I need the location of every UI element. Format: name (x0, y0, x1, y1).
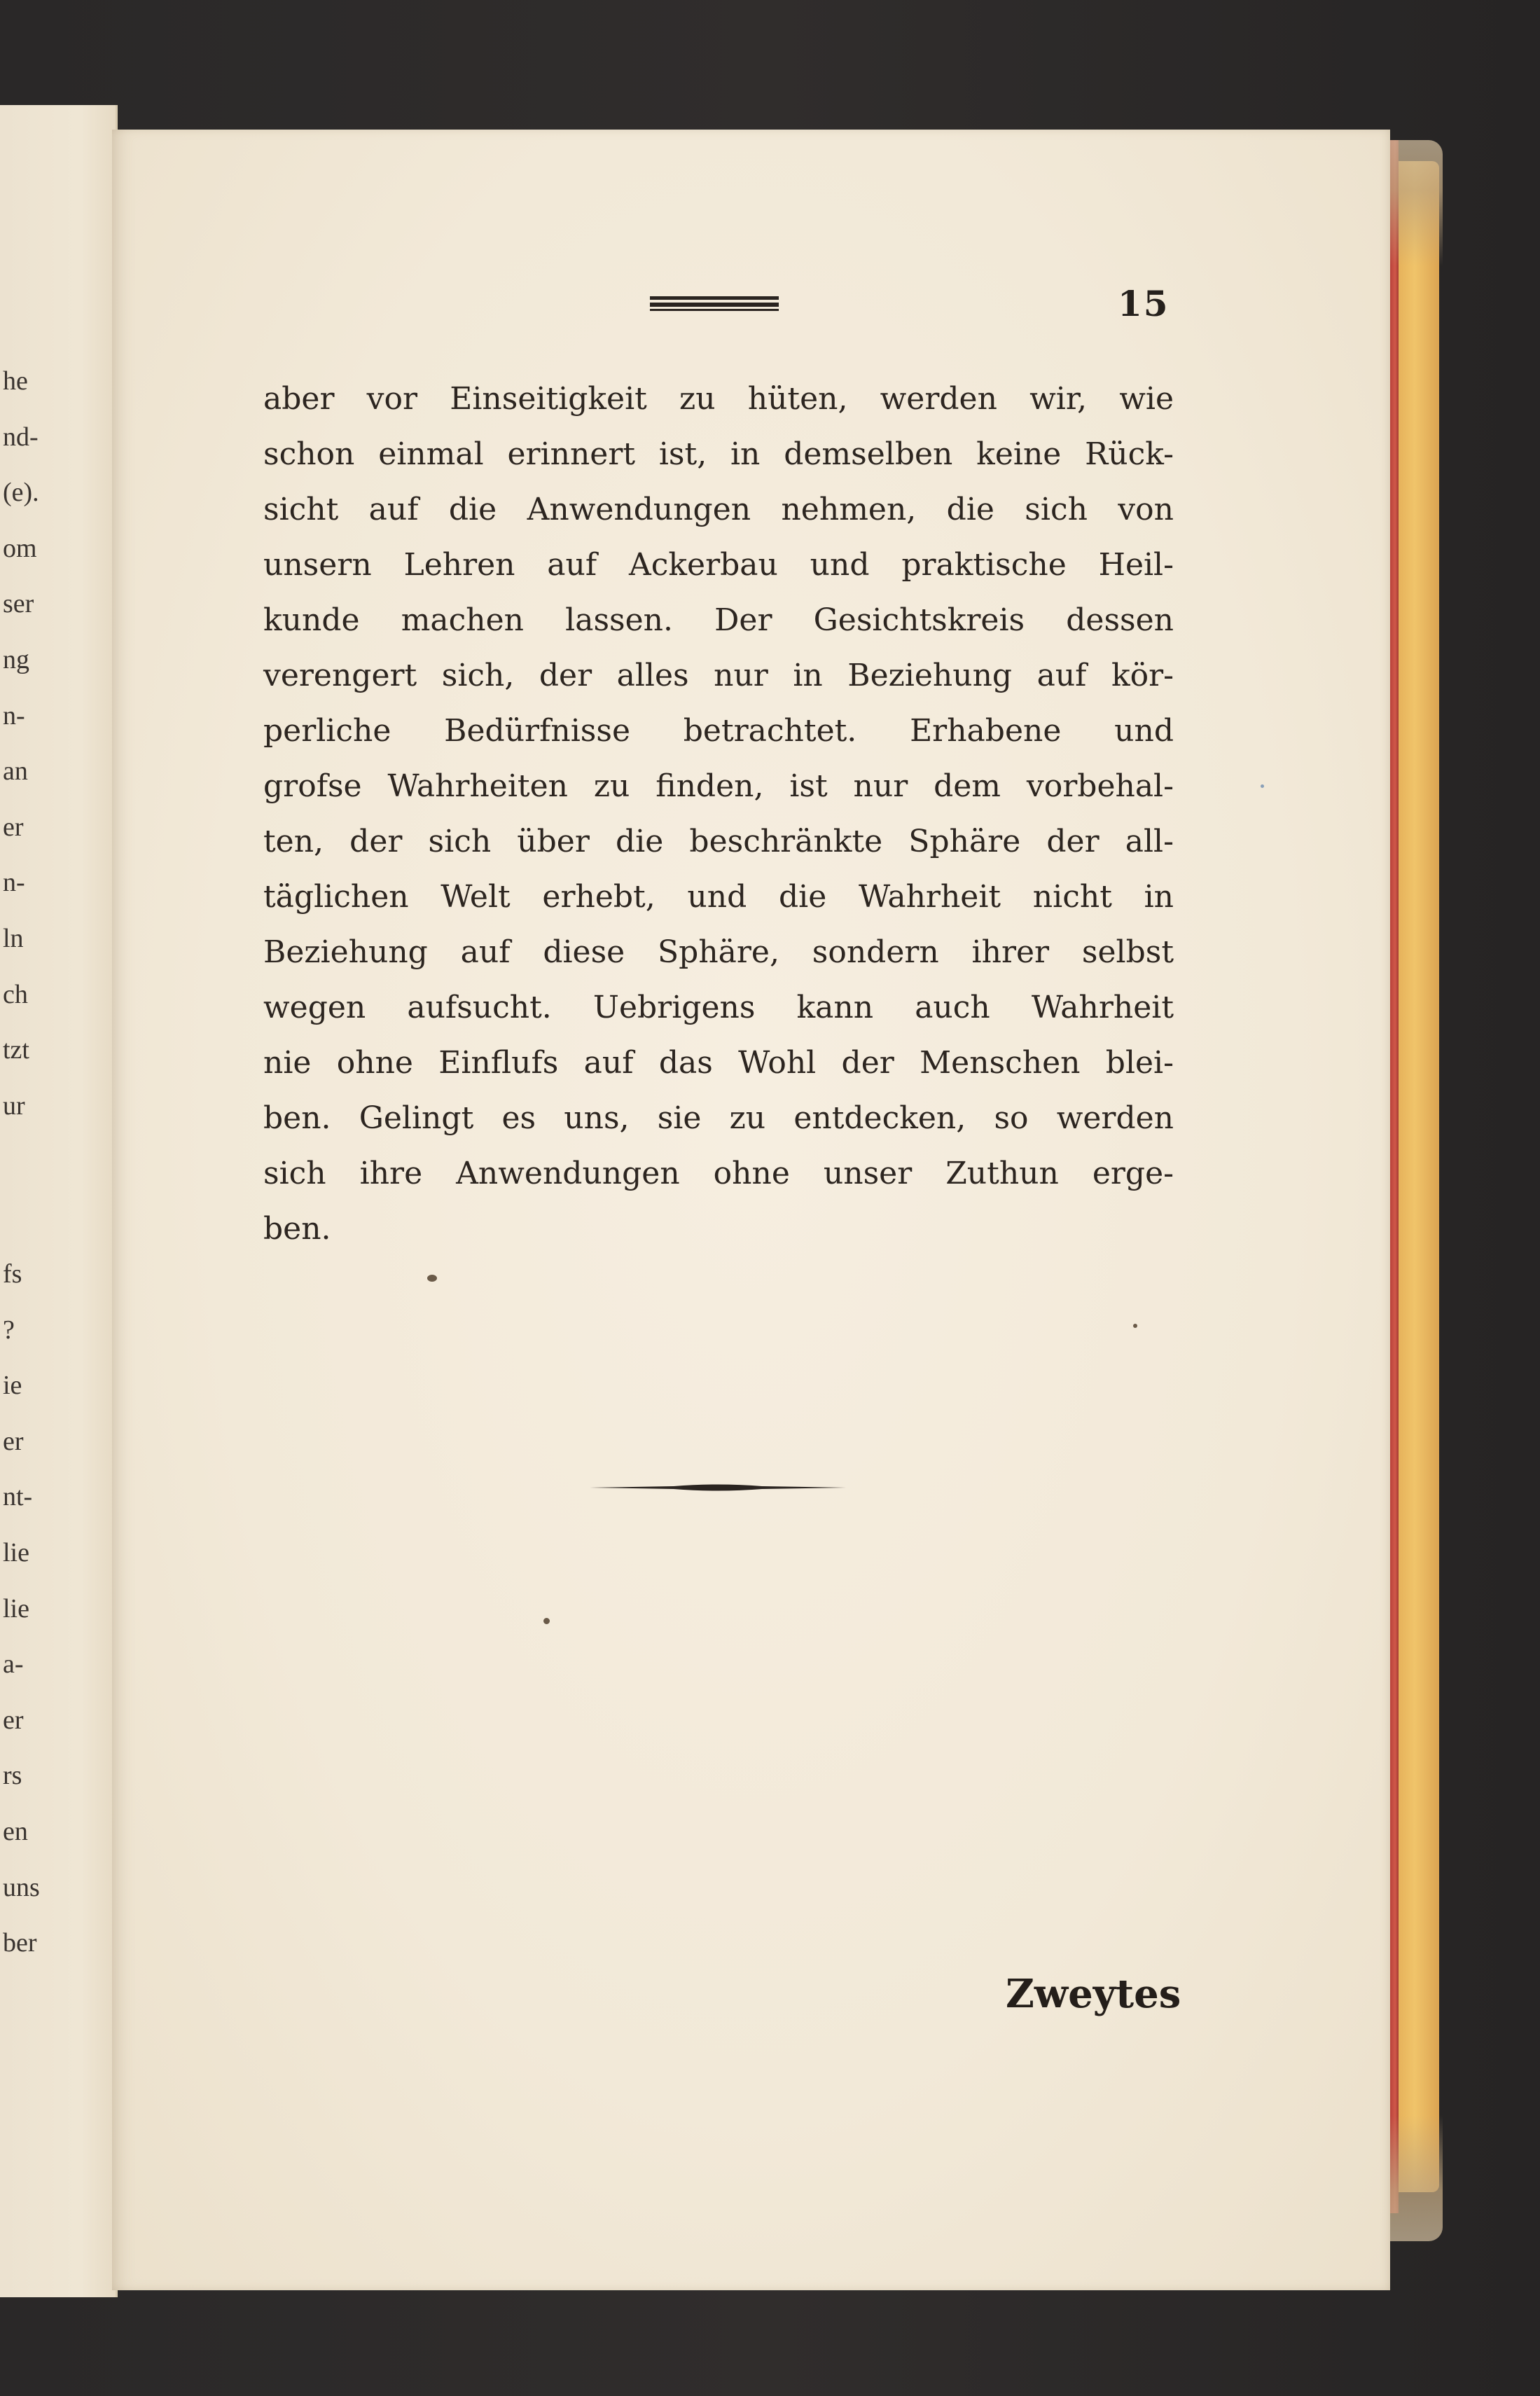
text-line: perliche Bedürfnisse betrachtet. Erhabene und (263, 713, 1174, 749)
text-line: nie ohne Einflufs auf das Wohl der Menschen blei- (263, 1045, 1174, 1081)
page-edge-top-wear (1390, 140, 1443, 266)
left-page-fragment: fs (3, 1259, 22, 1289)
left-page-fragment: an (3, 756, 28, 787)
left-page-fragment: ch (3, 979, 28, 1009)
left-page-fragment: ur (3, 1090, 25, 1121)
left-page-fragment: er (3, 812, 24, 842)
header-rule (650, 296, 779, 312)
left-page-fragment: uns (3, 1872, 40, 1902)
left-facing-page (0, 105, 118, 2297)
left-page-fragment: ng (3, 645, 29, 674)
left-page-fragment: ber (3, 1928, 37, 1958)
body-text (263, 371, 1174, 1256)
left-page-fragment: lie (3, 1538, 29, 1567)
left-page-fragment: ? (3, 1315, 15, 1345)
left-page-fragment: lie (3, 1593, 29, 1623)
left-page-fragment: nd- (3, 422, 39, 452)
text-line: sich ihre Anwendungen ohne unser Zuthun erge- (263, 1156, 1174, 1191)
text-line: ben. Gelingt es uns, sie zu entdecken, so werden (263, 1100, 1174, 1136)
paper-speck (1133, 1324, 1137, 1328)
left-page-fragment: ie (3, 1371, 22, 1401)
paper-speck (427, 1275, 437, 1282)
paper-speck (543, 1618, 550, 1624)
left-page-fragment: er (3, 1705, 24, 1735)
text-line: verengert sich, der alles nur in Beziehung auf kör- (263, 658, 1174, 693)
left-page-fragment: nt- (3, 1482, 33, 1512)
text-line: kunde machen lassen. Der Gesichtskreis dessen (263, 602, 1174, 638)
text-line: Beziehung auf diese Sphäre, sondern ihrer selbst (263, 934, 1174, 970)
left-page-fragment: n- (3, 700, 25, 730)
text-line: wegen aufsucht. Uebrigens kann auch Wahrheit (263, 990, 1174, 1025)
text-line: täglichen Welt erhebt, und die Wahrheit nicht in (263, 879, 1174, 915)
end-ornament-rule (590, 1481, 846, 1495)
text-line: unsern Lehren auf Ackerbau und praktische Heil- (263, 547, 1174, 583)
left-page-fragment: ln (3, 924, 24, 953)
left-page-fragment: he (3, 366, 28, 396)
left-page-fragment: (e). (3, 478, 39, 508)
left-page-fragment: er (3, 1426, 24, 1456)
text-line: ben. (263, 1211, 331, 1247)
text-line: schon einmal erinnert ist, in demselben keine Rück- (263, 436, 1174, 472)
left-page-fragment: ser (3, 589, 34, 619)
page-number: 15 (1118, 283, 1170, 324)
text-line: aber vor Einseitigkeit zu hüten, werden wir, wie (263, 381, 1174, 417)
left-page-fragment: rs (3, 1761, 22, 1791)
text-line: sicht auf die Anwendungen nehmen, die sich von (263, 492, 1174, 527)
page-edge-bottom-wear (1390, 2115, 1443, 2241)
page-edge-gilt (1399, 161, 1439, 2192)
left-page-fragment: om (3, 533, 37, 563)
catchword: Zweytes (1006, 1971, 1181, 2017)
left-page-fragment: n- (3, 868, 25, 898)
left-page-fragment: tzt (3, 1035, 29, 1065)
text-line: ten, der sich über die beschränkte Sphäre der all- (263, 824, 1174, 859)
left-page-fragment: en (3, 1817, 28, 1846)
left-page-fragment: a- (3, 1649, 24, 1680)
paper-speck (1261, 784, 1264, 788)
page-edge-red (1390, 140, 1399, 2213)
text-line: grofse Wahrheiten zu finden, ist nur dem vorbehal- (263, 768, 1174, 804)
